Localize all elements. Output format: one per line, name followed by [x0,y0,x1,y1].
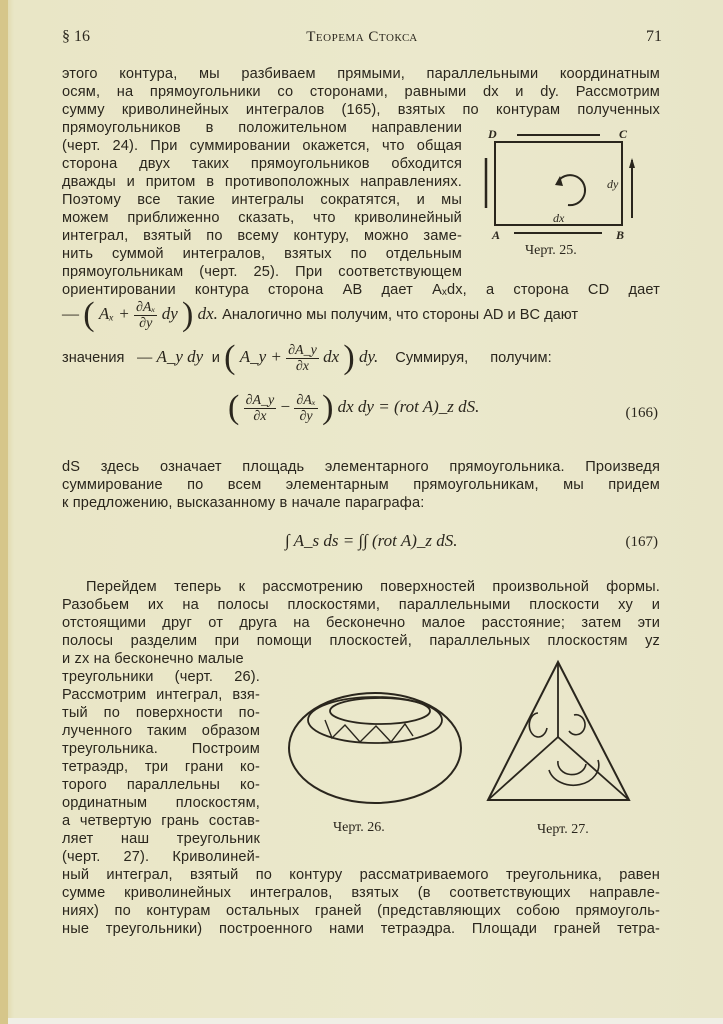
text-inline: значения [62,349,125,366]
text-line: (черт. 27). Криволиней- [62,849,260,865]
text-inline: Суммируя, получим: [395,349,552,366]
figure-26-surface-diagram [285,690,465,810]
text-line: осям, на прямоугольники со сторонами, равными dx и dy. Рассмотрим [62,84,660,100]
equation-167: ∫ A_s ds = ∫∫ (rot A)_z dS. [285,531,458,550]
text-line: можем приближенно сказать, что криволинейный [62,210,462,226]
text-line: дважды и притом в противоположных направлениях. [62,174,462,190]
text-line: торого параллельны ко- [62,777,260,793]
formula-rhs: dx dy = (rot A)_z dS. [337,396,480,416]
figure-27-tetrahedron-diagram [485,658,635,808]
text-line: треугольника. Построим [62,741,260,757]
fraction: $\frac{\text{∂Aₓ}}{\partial y}$ [296,392,316,424]
fraction: $\frac{\partial A\_y}{\partial x}$ [245,392,275,424]
figure-27-caption: Черт. 27. [537,822,589,837]
text-line: треугольники (черт. 26). [62,669,260,685]
text-line: ординатным плоскостям, [62,795,260,811]
text-line: ляет наш треугольник [62,831,260,847]
text-line: Рассмотрим интеграл, взя- [62,687,260,703]
formula-term: dx. [197,303,218,323]
fraction: $\frac{\partial A\_y}{\partial x}$ [288,342,317,374]
text-line: (черт. 24). При суммировании окажется, что общая [62,138,462,154]
text-line: прямоугольникам (черт. 25). При соответствующем [62,264,462,280]
text-line: тетраэдр, три грани ко- [62,759,260,775]
text-line: интеграл, взятый по всему контуру, можно заме- [62,228,462,244]
text-line: этого контура, мы разбиваем прямыми, параллельными координатным [62,66,660,82]
side-label-dx: dx [553,211,565,225]
fraction: $\frac{\text{∂Aₓ}}{\partial y}$ [136,299,156,331]
figure-25-rectangle-diagram [480,130,650,240]
vertex-label-A: A [492,228,501,242]
scan-edge [0,1018,723,1024]
text-line: лученного таким образом [62,723,260,739]
equation-166: ( $\frac{\partial A\_y}{\partial x}$ − $\frac{\text{∂Aₓ}}{\partial y}$ ) dx dy = (rot A)_z dS. [228,389,480,426]
text-line: а четвертую грань состав- [62,813,260,829]
formula-term: A_y + [239,346,282,366]
page-header [62,28,662,48]
formula-term: Aₓ + [98,303,130,323]
text-line: dS здесь означает площадь элементарного прямоугольника. Произведя [62,459,660,475]
text-line: ориентировании контура сторона AB дает Aₓdx, а сторона CD дает [62,282,660,298]
formula-line-1: — ( Aₓ + $\frac{\text{∂Aₓ}}{\partial y}$ dy ) dx. Аналогично мы получим, что стороны AD и BC дают [62,296,579,333]
text-inline: Аналогично мы получим, что стороны AD и BC дают [222,306,579,323]
text-line: ниях) по контурам остальных граней (представляющих собою прямоуголь- [62,903,660,919]
equation-number-166: (166) [625,405,658,421]
figure-26-caption: Черт. 26. [333,820,385,835]
formula-term: dy [161,303,178,323]
formula-line-2: значения — A_y dy и ( A_y + $\frac{\partial A\_y}{\partial x}$ dx ) dy. Суммируя, получим: [62,339,552,376]
minus-sign: — [62,303,79,323]
text-line: суммирование по всем элементарным прямоугольникам, мы придем [62,477,660,493]
formula-term: dy. [358,346,379,366]
formula-term: dx [323,346,340,366]
text-inline: и [211,349,220,366]
text-line: тый по поверхности по- [62,705,260,721]
text-line: сумму криволинейных интегралов (165), взятых по контурам полученных [62,102,660,118]
equation-number-167: (167) [625,534,658,550]
vertex-label-D: D [488,127,497,141]
text-line: сумме криволинейных интегралов, взятых (в соответствующих направле- [62,885,660,901]
text-line: к предложению, высказанному в начале параграфа: [62,495,425,511]
text-line: нить суммой интегралов, взятых по отдельным [62,246,462,262]
formula-term: — A_y dy [137,346,204,366]
text-line: ные треугольники) построенного нами тетраэдра. Площади граней тетра- [62,921,660,937]
text-line: полосы разделим при помощи плоскостей, параллельных плоскостям yz [62,633,660,649]
section-number: § 16 [62,28,90,45]
vertex-label-B: B [616,228,625,242]
text-line: Разобьем их на полосы плоскостями, параллельными плоскости xy и [62,597,660,613]
running-title: Теорема Стокса [306,29,418,45]
minus-sign: − [280,396,291,416]
text-line: отстоящими друг от друга на бесконечно малое расстояние; затем эти [62,615,660,631]
text-line: прямоугольников в положительном направлении [62,120,462,136]
vertex-label-C: C [619,127,628,141]
text-line: Поэтому все такие интегралы сократятся, и мы [62,192,462,208]
page-number: 71 [646,28,662,45]
figure-25-caption: Черт. 25. [525,243,577,258]
text-line: и zx на бесконечно малые [62,651,244,667]
text-line: Перейдем теперь к рассмотрению поверхностей произвольной формы. [86,579,660,595]
text-line: сторона двух таких прямоугольников обходится [62,156,462,172]
side-label-dy: dy [607,177,619,191]
text-line: ный интеграл, взятый по контуру рассматриваемого треугольника, равен [62,867,660,883]
